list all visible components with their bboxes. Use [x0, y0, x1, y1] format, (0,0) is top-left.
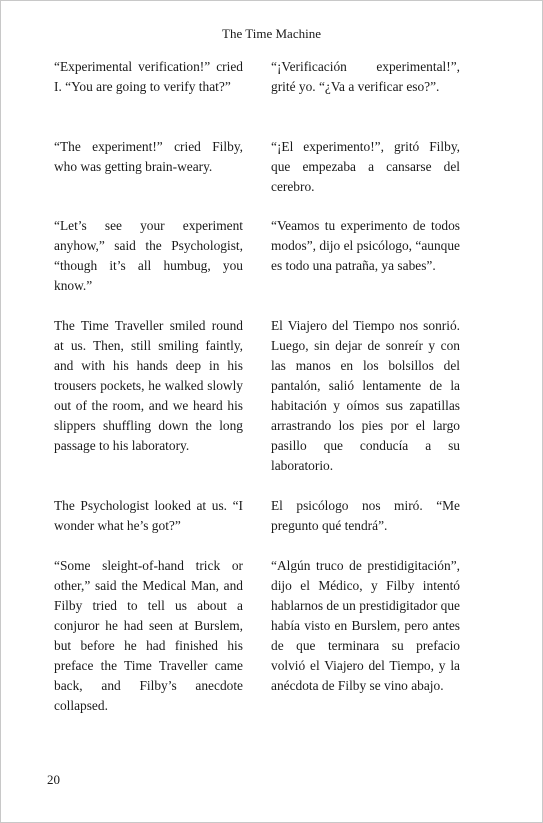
running-title: The Time Machine	[222, 26, 321, 41]
paragraph-en-5: The Psychologist looked at us. “I wonder what he’s got?”	[54, 498, 243, 533]
paragraph-es-1: “¡Verificación experimental!”, grité yo. “¿Va a verificar eso?”.	[271, 59, 460, 94]
paragraph-en-4: The Time Traveller smiled round at us. Then, still smiling faintly, and with his hands deep in his trousers pockets, he walked slowly out of the room, and we heard his slippers shuffling down the long passage to his laboratory.	[54, 318, 243, 453]
paragraph-es-2: “¡El experimento!”, gritó Filby, que empezaba a cansarse del cerebro.	[271, 139, 460, 194]
paragraph-en-2: “The experiment!” cried Filby, who was getting brain-weary.	[54, 139, 243, 174]
page-number: 20	[47, 772, 60, 787]
paragraph-es-3: “Veamos tu experimento de todos modos”, dijo el psicólogo, “aunque es todo una patraña, ya sabes”.	[271, 218, 460, 273]
paragraph-es-5: El psicólogo nos miró. “Me pregunto qué tendrá”.	[271, 498, 460, 533]
paragraph-en-1: “Experimental verification!” cried I. “You are going to verify that?”	[54, 59, 243, 94]
paragraph-es-6: “Algún truco de prestidigitación”, dijo el Médico, y Filby intentó hablarnos de un prestidigitador que había visto en Burslem, pero antes de que terminara su prefacio volvió el Viajero del Tiempo, y la anécdota de Filby se vino abajo.	[271, 558, 460, 693]
paragraph-es-4: El Viajero del Tiempo nos sonrió. Luego, sin dejar de sonreír y con las manos en los bolsillos del pantalón, salió lentamente de la habitación y oímos sus zapatillas arrastrando los pies por el largo pasillo que conducía a su laboratorio.	[271, 318, 460, 473]
paragraph-en-6: “Some sleight-of-hand trick or other,” said the Medical Man, and Filby tried to tell us about a conjuror he had seen at Burslem, but before he had finished his preface the Time Traveller came back, and Filby’s anecdote collapsed.	[54, 558, 243, 713]
paragraph-en-3: “Let’s see your experiment anyhow,” said the Psychologist, “though it’s all humbug, you know.”	[54, 218, 243, 293]
